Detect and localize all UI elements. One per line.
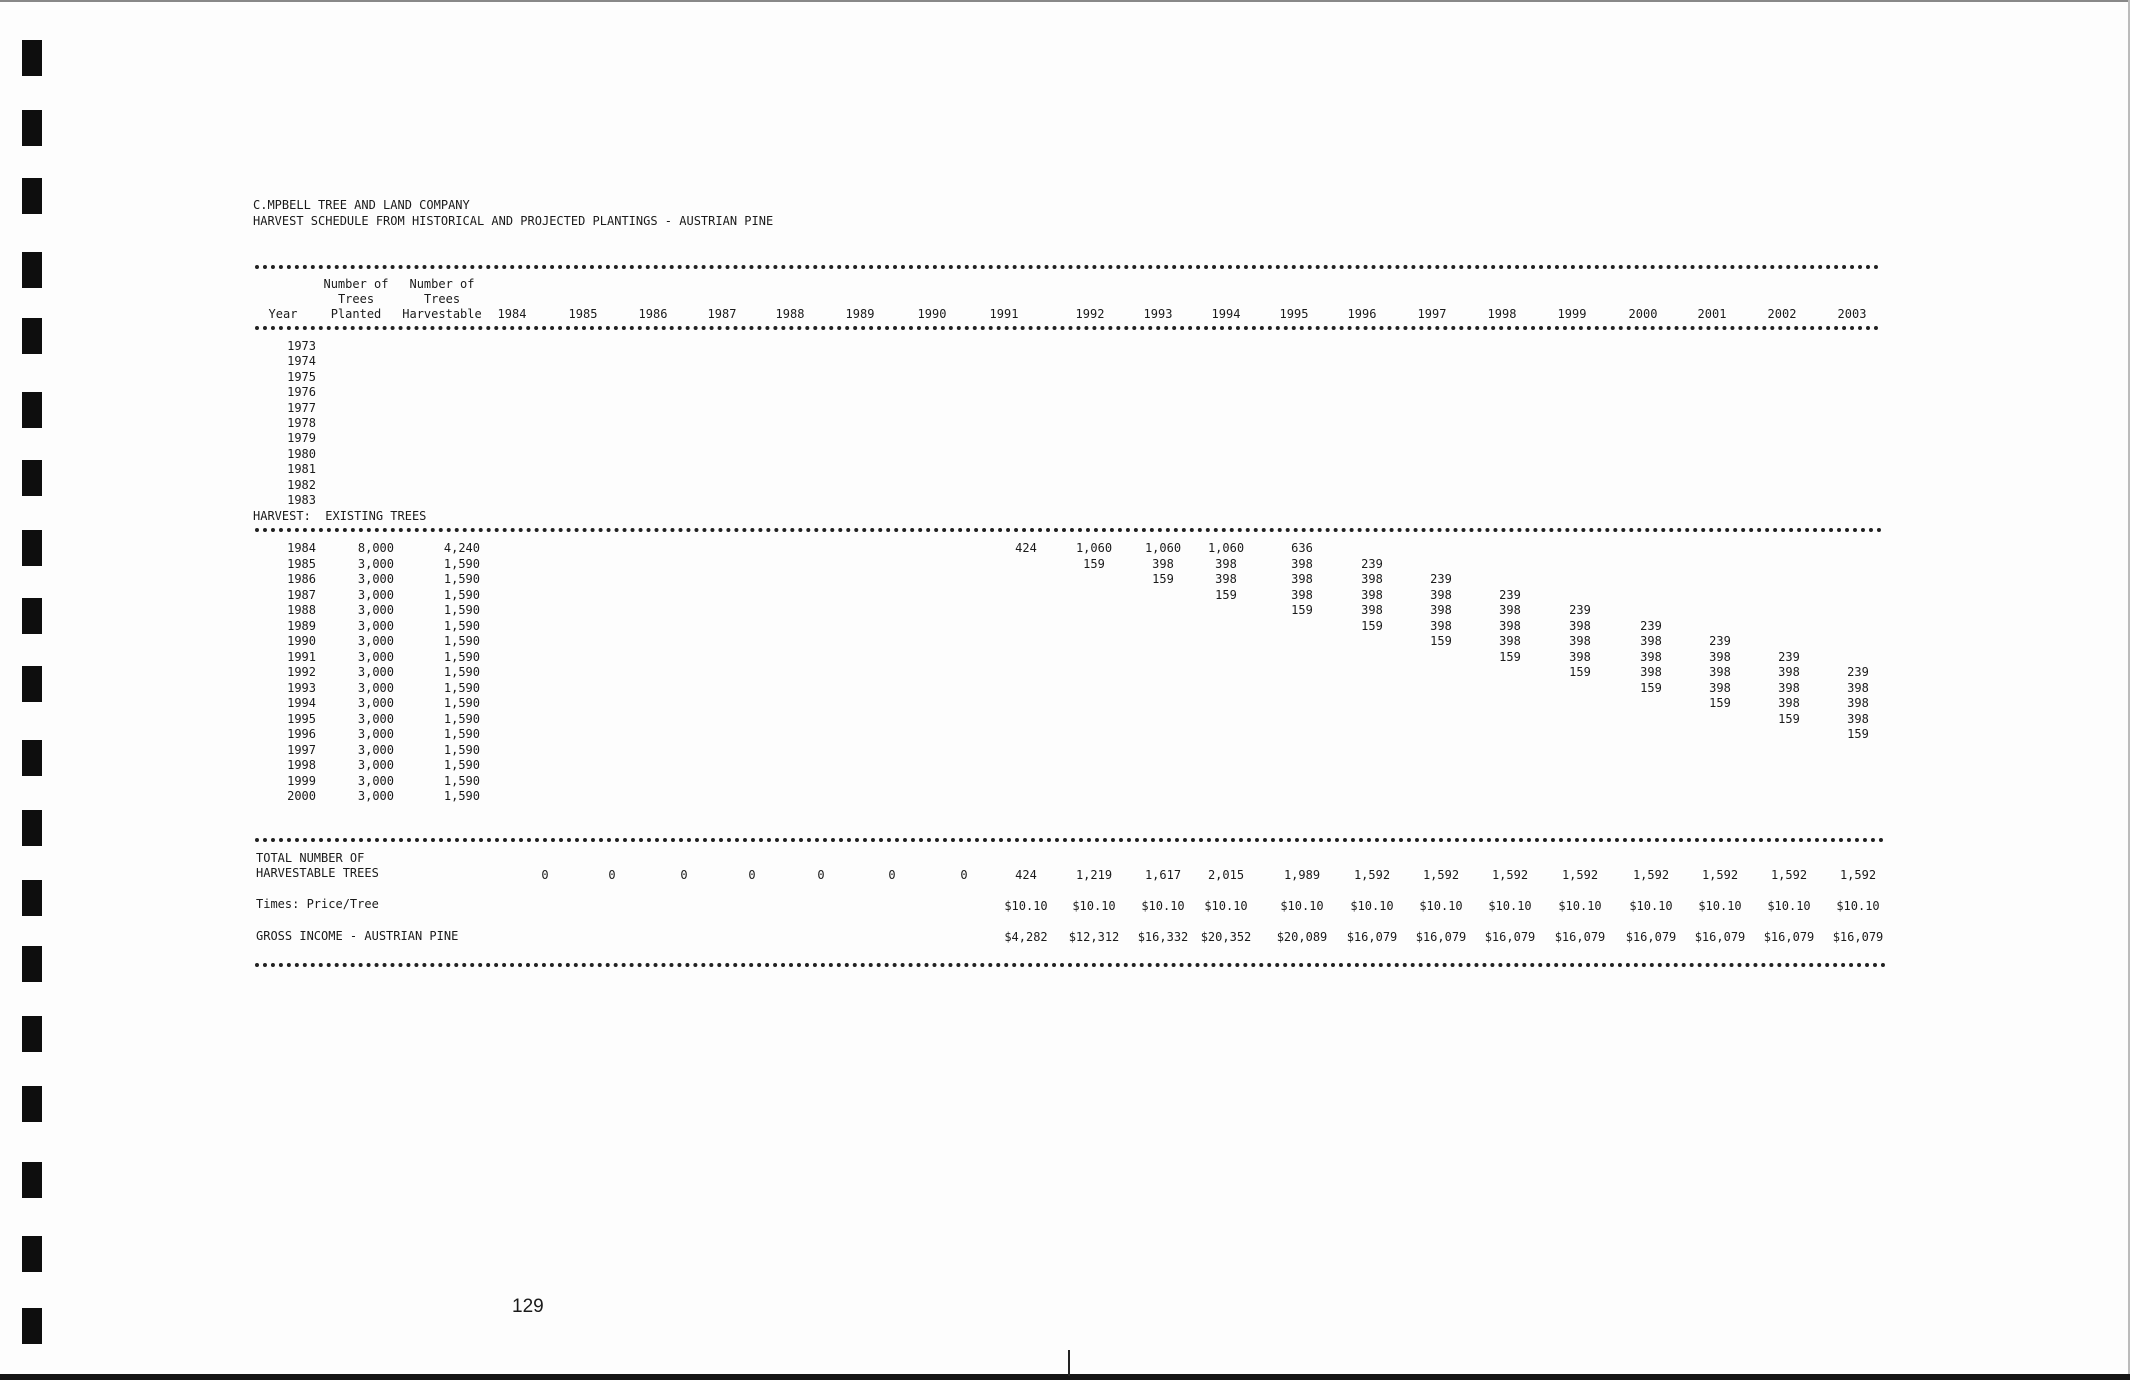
- year-header-1993: 1993: [1143, 307, 1173, 321]
- row-planted: 3,000: [357, 742, 394, 757]
- row-harvestable: 1,590: [443, 572, 480, 586]
- total-value-1993: 1,617: [1144, 868, 1182, 882]
- binding-hole: [22, 880, 42, 916]
- row-value-1993: 1,060: [1144, 541, 1182, 555]
- row-harvestable: 1,590: [443, 603, 480, 617]
- price-value-1998: $10.10: [1488, 899, 1532, 913]
- row-harvestable: 1,590: [443, 727, 480, 741]
- binding-hole: [22, 598, 42, 634]
- company-title: C.MPBELL TREE AND LAND COMPANY: [253, 198, 470, 212]
- row-value-2000: 398: [1640, 634, 1662, 648]
- row-harvestable: 1,590: [443, 742, 480, 757]
- early-year-1983: 1983: [287, 493, 316, 507]
- early-year-1977: 1977: [287, 400, 316, 415]
- year-header-1997: 1997: [1417, 307, 1447, 321]
- row-value-1996: 159: [1361, 618, 1383, 633]
- total-value-1994: 2,015: [1207, 868, 1245, 882]
- year-header-2000: 2000: [1628, 307, 1658, 321]
- income-value-1998: $16,079: [1484, 930, 1536, 944]
- price-value-1995: $10.10: [1280, 899, 1324, 913]
- row-value-1998: 398: [1499, 634, 1521, 648]
- row-year: 2000: [287, 789, 316, 803]
- row-year: 1985: [287, 556, 316, 571]
- row-year: 1984: [287, 541, 316, 555]
- row-year: 1987: [287, 587, 316, 602]
- row-value-2000: 239: [1640, 618, 1662, 633]
- binding-hole: [22, 666, 42, 702]
- row-planted: 8,000: [357, 541, 394, 555]
- total-value-1989: 0: [888, 868, 896, 882]
- row-year: 1986: [287, 572, 316, 586]
- row-value-1995: 398: [1291, 587, 1313, 602]
- income-value-2002: $16,079: [1763, 930, 1815, 944]
- price-value-1991: $10.10: [1004, 899, 1048, 913]
- row-harvestable: 1,590: [443, 711, 480, 726]
- price-value-1993: $10.10: [1141, 899, 1185, 913]
- binding-hole: [22, 810, 42, 846]
- year-header-1984: 1984: [497, 307, 527, 321]
- early-year-1975: 1975: [287, 369, 316, 384]
- price-value-1997: $10.10: [1419, 899, 1463, 913]
- early-year-1982: 1982: [287, 477, 316, 492]
- row-planted: 3,000: [357, 758, 394, 772]
- row-planted: 3,000: [357, 572, 394, 586]
- row-value-1999: 398: [1569, 634, 1591, 648]
- rule-header-bottom: [255, 326, 1880, 330]
- early-year-1980: 1980: [287, 446, 316, 461]
- row-year: 1988: [287, 603, 316, 617]
- row-value-2001: 398: [1709, 649, 1731, 664]
- year-header-1999: 1999: [1557, 307, 1587, 321]
- year-header-2001: 2001: [1697, 307, 1727, 321]
- total-value-1988: 0: [817, 868, 825, 882]
- income-value-1993: $16,332: [1137, 930, 1189, 944]
- center-fold-mark: [1068, 1350, 1070, 1376]
- total-value-1987: 0: [748, 868, 756, 882]
- total-value-1984: 0: [541, 868, 549, 882]
- binding-hole: [22, 318, 42, 354]
- row-value-1998: 398: [1499, 618, 1521, 633]
- row-value-1998: 239: [1499, 587, 1521, 602]
- row-planted: 3,000: [357, 711, 394, 726]
- row-year: 1991: [287, 649, 316, 664]
- income-value-1995: $20,089: [1276, 930, 1328, 944]
- total-value-1997: 1,592: [1422, 868, 1460, 882]
- binding-hole: [22, 1236, 42, 1272]
- early-year-1979: 1979: [287, 431, 316, 446]
- row-value-1991: 424: [1015, 541, 1037, 555]
- income-value-1996: $16,079: [1346, 930, 1398, 944]
- total-value-1999: 1,592: [1561, 868, 1599, 882]
- row-value-1997: 239: [1430, 572, 1452, 586]
- year-header-2002: 2002: [1767, 307, 1797, 321]
- row-value-1994: 159: [1215, 587, 1237, 602]
- early-year-1973: 1973: [287, 339, 316, 353]
- rule-harvest: [255, 528, 1883, 532]
- year-header-1994: 1994: [1211, 307, 1241, 321]
- row-value-1997: 398: [1430, 587, 1452, 602]
- total-value-2003: 1,592: [1839, 868, 1877, 882]
- row-value-2002: 239: [1778, 649, 1800, 664]
- row-value-1996: 398: [1361, 603, 1383, 617]
- row-value-1996: 398: [1361, 572, 1383, 586]
- row-year: 1995: [287, 711, 316, 726]
- row-value-1997: 398: [1430, 603, 1452, 617]
- row-value-1995: 159: [1291, 603, 1313, 617]
- row-value-2003: 398: [1847, 696, 1869, 710]
- page-number: 129: [512, 1296, 544, 1317]
- binding-hole: [22, 40, 42, 76]
- row-value-2002: 398: [1778, 680, 1800, 695]
- row-harvestable: 1,590: [443, 649, 480, 664]
- totals-label-line1: TOTAL NUMBER OF: [256, 851, 365, 865]
- binding-hole: [22, 1016, 42, 1052]
- rule-totals-top: [255, 838, 1885, 842]
- binding-hole: [22, 252, 42, 288]
- row-value-2003: 159: [1847, 727, 1869, 741]
- total-value-1990: 0: [960, 868, 968, 882]
- row-harvestable: 1,590: [443, 634, 480, 648]
- rule-top: [255, 265, 1880, 269]
- row-value-1992: 159: [1083, 556, 1105, 571]
- row-value-2000: 398: [1640, 665, 1662, 679]
- total-value-1991: 424: [1015, 868, 1037, 882]
- row-value-1999: 398: [1569, 649, 1591, 664]
- total-value-1986: 0: [680, 868, 688, 882]
- row-planted: 3,000: [357, 773, 394, 788]
- total-value-1995: 1,989: [1283, 868, 1321, 882]
- row-year: 1994: [287, 696, 316, 710]
- row-planted: 3,000: [357, 556, 394, 571]
- row-value-2003: 398: [1847, 711, 1869, 726]
- row-value-2003: 239: [1847, 665, 1869, 679]
- early-year-1981: 1981: [287, 462, 316, 477]
- row-planted: 3,000: [357, 680, 394, 695]
- row-planted: 3,000: [357, 649, 394, 664]
- early-year-1974: 1974: [287, 354, 316, 369]
- row-year: 1996: [287, 727, 316, 741]
- row-value-1995: 398: [1291, 572, 1313, 586]
- income-value-2000: $16,079: [1625, 930, 1677, 944]
- row-value-1995: 636: [1291, 541, 1313, 555]
- total-value-2001: 1,592: [1701, 868, 1739, 882]
- row-value-1993: 159: [1152, 572, 1174, 586]
- row-harvestable: 1,590: [443, 587, 480, 602]
- row-harvestable: 1,590: [443, 618, 480, 633]
- row-value-1996: 398: [1361, 587, 1383, 602]
- income-value-2001: $16,079: [1694, 930, 1746, 944]
- row-harvestable: 1,590: [443, 665, 480, 679]
- year-header-1985: 1985: [568, 307, 598, 321]
- rule-bottom: [255, 963, 1887, 967]
- page-bottom-edge: [0, 1374, 2130, 1380]
- row-value-2001: 398: [1709, 680, 1731, 695]
- report-title: HARVEST SCHEDULE FROM HISTORICAL AND PROJECTED PLANTINGS - AUSTRIAN PINE: [253, 214, 774, 228]
- row-year: 1998: [287, 758, 316, 772]
- price-value-2002: $10.10: [1767, 899, 1811, 913]
- row-value-1995: 398: [1291, 556, 1313, 571]
- total-value-1998: 1,592: [1491, 868, 1529, 882]
- row-value-2002: 159: [1778, 711, 1800, 726]
- row-planted: 3,000: [357, 634, 394, 648]
- harvest-label: HARVEST: EXISTING TREES: [253, 509, 427, 523]
- binding-hole: [22, 110, 42, 146]
- year-header-1986: 1986: [638, 307, 668, 321]
- row-planted: 3,000: [357, 587, 394, 602]
- binding-hole: [22, 740, 42, 776]
- price-value-1994: $10.10: [1204, 899, 1248, 913]
- price-label: Times: Price/Tree: [256, 897, 379, 911]
- row-value-1992: 1,060: [1075, 541, 1113, 555]
- row-value-2003: 398: [1847, 680, 1869, 695]
- year-header-1987: 1987: [707, 307, 737, 321]
- row-value-2002: 398: [1778, 696, 1800, 710]
- row-value-2001: 398: [1709, 665, 1731, 679]
- row-value-1999: 398: [1569, 618, 1591, 633]
- income-value-2003: $16,079: [1832, 930, 1884, 944]
- row-value-1998: 398: [1499, 603, 1521, 617]
- year-header-1988: 1988: [775, 307, 805, 321]
- year-header-2003: 2003: [1837, 307, 1867, 321]
- row-value-1996: 239: [1361, 556, 1383, 571]
- total-value-1996: 1,592: [1353, 868, 1391, 882]
- row-value-1994: 1,060: [1207, 541, 1245, 555]
- year-header-1996: 1996: [1347, 307, 1377, 321]
- row-value-2001: 159: [1709, 696, 1731, 710]
- row-harvestable: 1,590: [443, 773, 480, 788]
- price-value-1999: $10.10: [1558, 899, 1602, 913]
- income-value-1999: $16,079: [1554, 930, 1606, 944]
- row-year: 1999: [287, 773, 316, 788]
- row-value-1994: 398: [1215, 572, 1237, 586]
- early-year-1978: 1978: [287, 416, 316, 430]
- year-header-1995: 1995: [1279, 307, 1309, 321]
- row-year: 1997: [287, 742, 316, 757]
- row-value-1994: 398: [1215, 556, 1237, 571]
- row-planted: 3,000: [357, 618, 394, 633]
- year-header-1991: 1991: [989, 307, 1019, 321]
- income-value-1991: $4,282: [1004, 930, 1048, 944]
- price-value-2001: $10.10: [1698, 899, 1742, 913]
- income-label: GROSS INCOME - AUSTRIAN PINE: [256, 929, 459, 943]
- total-value-2002: 1,592: [1770, 868, 1808, 882]
- row-year: 1989: [287, 618, 316, 633]
- row-harvestable: 1,590: [443, 680, 480, 695]
- binding-hole: [22, 530, 42, 566]
- binding-hole: [22, 460, 42, 496]
- row-harvestable: 1,590: [443, 696, 480, 710]
- binding-hole: [22, 178, 42, 214]
- total-value-1985: 0: [608, 868, 616, 882]
- row-value-1997: 159: [1430, 634, 1452, 648]
- row-value-1993: 398: [1152, 556, 1174, 571]
- row-value-1999: 159: [1569, 665, 1591, 679]
- row-value-2002: 398: [1778, 665, 1800, 679]
- row-value-1999: 239: [1569, 603, 1591, 617]
- row-planted: 3,000: [357, 603, 394, 617]
- row-planted: 3,000: [357, 727, 394, 741]
- row-planted: 3,000: [357, 696, 394, 710]
- income-value-1997: $16,079: [1415, 930, 1467, 944]
- total-value-1992: 1,219: [1075, 868, 1113, 882]
- row-harvestable: 1,590: [443, 556, 480, 571]
- price-value-2000: $10.10: [1629, 899, 1673, 913]
- early-year-1976: 1976: [287, 385, 316, 400]
- row-harvestable: 1,590: [443, 789, 480, 803]
- price-value-1992: $10.10: [1072, 899, 1116, 913]
- income-value-1992: $12,312: [1068, 930, 1120, 944]
- row-value-2000: 159: [1640, 680, 1662, 695]
- row-value-1997: 398: [1430, 618, 1452, 633]
- totals-label-line2: HARVESTABLE TREES: [256, 866, 379, 880]
- row-value-1998: 159: [1499, 649, 1521, 664]
- year-header-1992: 1992: [1075, 307, 1105, 321]
- binding-hole: [22, 1308, 42, 1344]
- binding-hole: [22, 392, 42, 428]
- price-value-2003: $10.10: [1836, 899, 1880, 913]
- total-value-2000: 1,592: [1632, 868, 1670, 882]
- row-year: 1992: [287, 665, 316, 679]
- row-planted: 3,000: [357, 665, 394, 679]
- row-harvestable: 1,590: [443, 758, 480, 772]
- row-value-2000: 398: [1640, 649, 1662, 664]
- binding-hole: [22, 1086, 42, 1122]
- price-value-1996: $10.10: [1350, 899, 1394, 913]
- year-header-1990: 1990: [917, 307, 947, 321]
- row-value-2001: 239: [1709, 634, 1731, 648]
- page-top-edge: [0, 0, 2130, 2]
- row-year: 1990: [287, 634, 316, 648]
- year-header-1998: 1998: [1487, 307, 1517, 321]
- year-header-1989: 1989: [845, 307, 875, 321]
- binding-hole: [22, 1162, 42, 1198]
- income-value-1994: $20,352: [1200, 930, 1252, 944]
- binding-hole: [22, 946, 42, 982]
- row-planted: 3,000: [357, 789, 394, 803]
- row-year: 1993: [287, 680, 316, 695]
- row-harvestable: 4,240: [443, 541, 480, 555]
